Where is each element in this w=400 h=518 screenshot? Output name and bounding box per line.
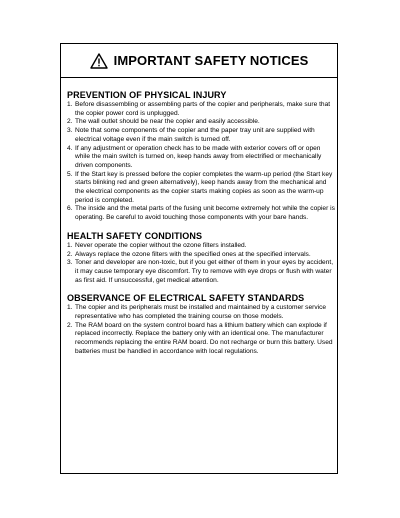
item-number: 6. xyxy=(67,205,73,213)
item-number: 2. xyxy=(67,321,73,329)
safety-notice-frame xyxy=(60,43,338,474)
list-item xyxy=(67,304,335,321)
item-text: The inside and the metal parts of the fusing unit become extremely hot while the copier is operating. Be careful to avoid touching those components with your bare hands. xyxy=(75,205,335,222)
list-item xyxy=(67,259,335,285)
physical-injury-list xyxy=(67,101,335,223)
item-text: Before disassembling or assembling parts of the copier and peripherals, make sure that the copier power cord is unplugged. xyxy=(75,101,331,117)
item-text: Toner and developer are non-toxic, but if you get either of them in your eyes by accident, it may cause temporary eye discomfort. Try to remove with eye drops or flush with water as first aid. If unsuccessful, get medical attention. xyxy=(75,259,334,284)
list-item xyxy=(67,127,335,144)
electrical-safety-list xyxy=(67,304,335,356)
item-number: 2. xyxy=(67,250,73,258)
list-item xyxy=(67,251,335,260)
item-number: 1. xyxy=(67,101,73,108)
section-title: OBSERVANCE OF ELECTRICAL SAFETY STANDARDS xyxy=(67,293,305,304)
item-text: Note that some components of the copier and the paper tray unit are supplied with electrical voltage even if the main switch is turned off. xyxy=(75,127,315,143)
item-text: The copier and its peripherals must be installed and maintained by a customer service representative who has completed the training course on those models. xyxy=(75,304,327,321)
warning-triangle-icon xyxy=(90,53,108,69)
item-text: If the Start key is pressed before the copier completes the warm-up period (the Start key starts blinking red and green alternatively), keep hands away from the mechanical and the electrical components as the copier starts making copies as soon as the warm-up period is completed. xyxy=(75,170,333,204)
item-text: Never operate the copier without the ozone filters installed. xyxy=(75,241,247,249)
section-title: HEALTH SAFETY CONDITIONS xyxy=(67,230,203,241)
item-number: 3. xyxy=(67,127,73,135)
notice-header xyxy=(61,44,337,78)
item-number: 1. xyxy=(67,241,73,249)
item-text: The RAM board on the system control board has a lithium battery which can explode if replaced incorrectly. Replace the battery only with an identical one. The manufacturer recommends replacing the entire RAM board. Do not recharge or burn this battery. Used batteries must be handled in accordance with local regulations. xyxy=(75,321,333,355)
item-number: 5. xyxy=(67,170,73,178)
item-number: 2. xyxy=(67,118,73,126)
item-number: 1. xyxy=(67,304,73,312)
item-text: The wall outlet should be near the copier and easily accessible. xyxy=(75,118,260,126)
item-number: 3. xyxy=(67,259,73,267)
health-safety-list xyxy=(67,242,335,286)
item-number: 4. xyxy=(67,144,73,152)
list-item xyxy=(67,322,335,357)
page-title: IMPORTANT SAFETY NOTICES xyxy=(113,53,309,68)
list-item xyxy=(67,171,335,206)
list-item xyxy=(67,205,335,222)
item-text: If any adjustment or operation check has to be made with exterior covers off or open while the main switch is turned on, keep hands away from electrified or mechanically driven components. xyxy=(75,144,322,169)
list-item xyxy=(67,101,335,118)
list-item xyxy=(67,118,335,127)
list-item xyxy=(67,145,335,171)
list-item xyxy=(67,242,335,251)
section-electrical-safety xyxy=(67,293,335,356)
section-physical-injury xyxy=(67,90,335,223)
item-text: Always replace the ozone filters with the specified ones at the specified intervals. xyxy=(75,250,311,258)
notice-content xyxy=(67,90,335,365)
section-title: PREVENTION OF PHYSICAL INJURY xyxy=(67,90,227,100)
section-health-safety xyxy=(67,231,335,286)
